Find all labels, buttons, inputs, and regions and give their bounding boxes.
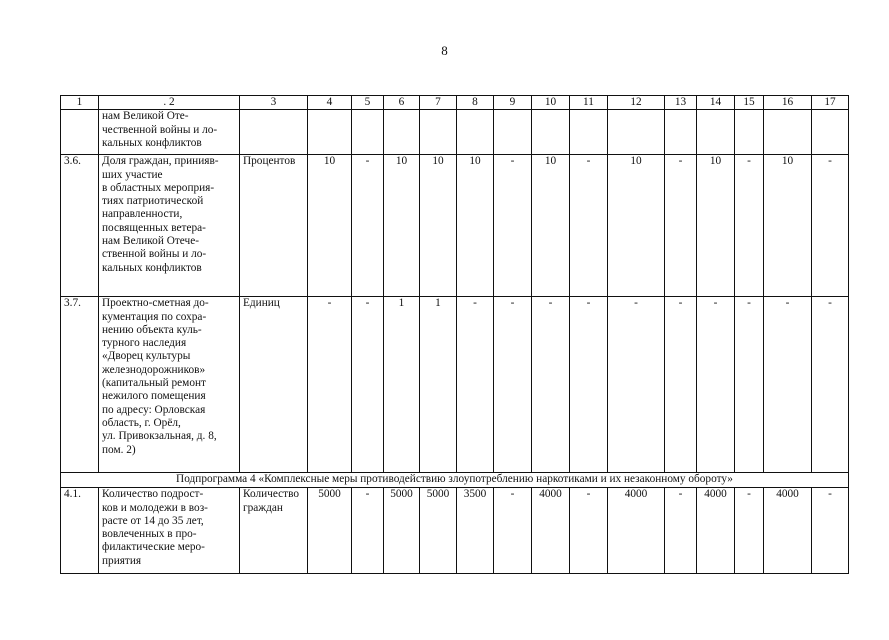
value-cell: -: [608, 297, 665, 473]
header-cell: 9: [494, 96, 532, 110]
value-cell: 10: [697, 155, 735, 297]
subprogram-row: [61, 473, 849, 488]
value-cell: -: [352, 297, 384, 473]
indicators-table: [60, 95, 849, 574]
table-row: [61, 110, 849, 155]
value-cell: 10: [608, 155, 665, 297]
header-cell: 4: [308, 96, 352, 110]
unit-cell: Единиц: [240, 297, 308, 473]
value-cell: [570, 110, 608, 155]
value-cell: -: [735, 297, 764, 473]
value-cell: -: [735, 155, 764, 297]
value-cell: -: [735, 488, 764, 574]
row-number: [61, 110, 99, 155]
header-cell: 11: [570, 96, 608, 110]
value-cell: 4000: [764, 488, 812, 574]
value-cell: -: [570, 297, 608, 473]
value-cell: -: [812, 488, 849, 574]
value-cell: 10: [308, 155, 352, 297]
value-cell: -: [665, 155, 697, 297]
header-cell: 7: [420, 96, 457, 110]
header-cell: 1: [61, 96, 99, 110]
value-cell: [308, 110, 352, 155]
value-cell: -: [570, 488, 608, 574]
value-cell: [420, 110, 457, 155]
header-cell: 6: [384, 96, 420, 110]
value-cell: -: [494, 297, 532, 473]
header-cell: . 2: [99, 96, 240, 110]
value-cell: -: [812, 297, 849, 473]
value-cell: [532, 110, 570, 155]
table-row: [61, 155, 849, 297]
page-number: 8: [441, 43, 448, 58]
header-cell: 14: [697, 96, 735, 110]
value-cell: 3500: [457, 488, 494, 574]
subprogram-title: Подпрограмма 4 «Комплексные меры противодействию злоупотреблению наркотиками и их незаконному обороту»: [61, 473, 849, 488]
row-number: 4.1.: [61, 488, 99, 574]
value-cell: -: [812, 155, 849, 297]
unit-cell: Количество граждан: [240, 488, 308, 574]
value-cell: -: [457, 297, 494, 473]
unit-cell: Процентов: [240, 155, 308, 297]
table-row: [61, 297, 849, 473]
value-cell: -: [764, 297, 812, 473]
value-cell: 10: [457, 155, 494, 297]
row-number: 3.6.: [61, 155, 99, 297]
value-cell: [352, 110, 384, 155]
value-cell: [812, 110, 849, 155]
value-cell: 4000: [532, 488, 570, 574]
value-cell: -: [352, 155, 384, 297]
header-cell: 12: [608, 96, 665, 110]
value-cell: -: [352, 488, 384, 574]
header-cell: 10: [532, 96, 570, 110]
row-number: 3.7.: [61, 297, 99, 473]
unit-cell: [240, 110, 308, 155]
value-cell: 5000: [308, 488, 352, 574]
value-cell: [494, 110, 532, 155]
table-row: [61, 488, 849, 574]
value-cell: 1: [384, 297, 420, 473]
value-cell: [665, 110, 697, 155]
value-cell: 1: [420, 297, 457, 473]
value-cell: -: [665, 488, 697, 574]
header-cell: 17: [812, 96, 849, 110]
value-cell: [384, 110, 420, 155]
value-cell: -: [494, 155, 532, 297]
value-cell: 4000: [608, 488, 665, 574]
value-cell: 5000: [384, 488, 420, 574]
value-cell: [764, 110, 812, 155]
value-cell: [457, 110, 494, 155]
value-cell: -: [570, 155, 608, 297]
header-cell: 15: [735, 96, 764, 110]
value-cell: [697, 110, 735, 155]
header-row: [61, 96, 849, 110]
value-cell: 10: [764, 155, 812, 297]
header-cell: 3: [240, 96, 308, 110]
value-cell: 10: [532, 155, 570, 297]
value-cell: [608, 110, 665, 155]
header-cell: 13: [665, 96, 697, 110]
indicator-name: нам Великой Оте- чественной войны и ло- кальных конфликтов: [99, 110, 240, 155]
indicator-name: Количество подрост- ков и молодежи в воз- расте от 14 до 35 лет, вовлеченных в про- филактические меро- приятия: [99, 488, 240, 574]
indicator-name: Проектно-сметная до- кументация по сохра- нению объекта куль- турного наследия «Дворец культуры железнодорожников» (капитальный ремонт нежилого помещения по адресу: Орловская область, г. Орёл, ул. Привокзальная, д. 8, пом. 2): [99, 297, 240, 473]
value-cell: -: [308, 297, 352, 473]
value-cell: 10: [384, 155, 420, 297]
value-cell: 4000: [697, 488, 735, 574]
value-cell: -: [532, 297, 570, 473]
value-cell: 10: [420, 155, 457, 297]
header-cell: 16: [764, 96, 812, 110]
value-cell: -: [494, 488, 532, 574]
value-cell: -: [665, 297, 697, 473]
value-cell: -: [697, 297, 735, 473]
header-cell: 8: [457, 96, 494, 110]
indicator-name: Доля граждан, принияв- ших участие в областных мероприя- тиях патриотической направленности, посвященных ветера- нам Великой Отече- ственной войны и ло- кальных конфликтов: [99, 155, 240, 297]
value-cell: 5000: [420, 488, 457, 574]
header-cell: 5: [352, 96, 384, 110]
value-cell: [735, 110, 764, 155]
